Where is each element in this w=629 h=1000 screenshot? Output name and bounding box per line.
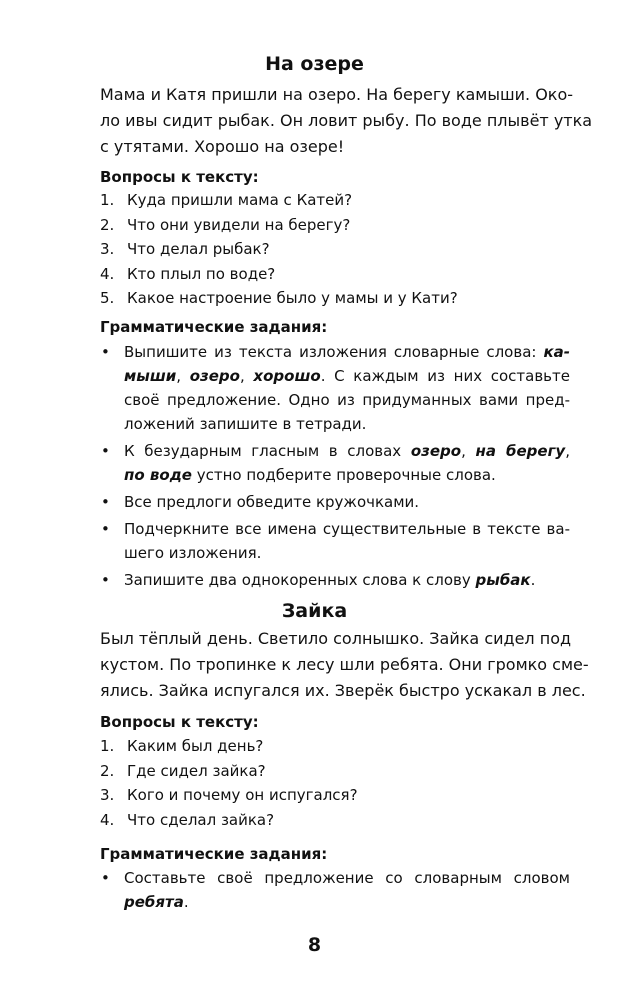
story-line: Был тёплый день. Светило солнышко. Зайка сидел под	[100, 629, 572, 648]
question-text: Что они увидели на берегу?	[127, 215, 351, 234]
task-line	[124, 364, 570, 388]
task-line: Составьте своё предложение со словарным словом	[124, 869, 570, 887]
vocab-word: ребята	[124, 893, 184, 911]
story-line: Мама и Катя пришли на озеро. На берегу камыши. Око-	[100, 85, 574, 104]
question-number: 2.	[100, 215, 115, 234]
task-line	[124, 890, 570, 914]
separator: .	[530, 571, 536, 589]
vocab-word: хорошо	[253, 367, 321, 385]
question-text: Что сделал зайка?	[127, 810, 275, 829]
task-line	[124, 568, 570, 592]
story-text-lake	[100, 82, 593, 160]
question-text: Куда пришли мама с Катей?	[127, 191, 353, 209]
vocab-word: озеро	[410, 442, 462, 460]
story-line: ялись. Зайка испугался их. Зверёк быстро ускакал в лес.	[100, 681, 586, 700]
question-number: 5.	[100, 289, 115, 307]
question-item	[100, 237, 458, 262]
question-item	[100, 759, 358, 784]
task-line	[124, 439, 570, 463]
task-item	[100, 568, 570, 592]
question-text: Каким был день?	[127, 737, 264, 755]
question-item	[100, 188, 458, 213]
task-line: Подчеркните все имена существительные в тексте ва-	[124, 520, 570, 538]
bullet-icon: •	[101, 343, 110, 361]
grammar-tasks-list	[100, 866, 570, 914]
story-line: кустом. По тропинке к лесу шли ребята. Они громко сме-	[100, 655, 589, 674]
vocab-word: озеро	[189, 367, 240, 385]
task-text: Запишите два однокоренных слова к слову	[124, 571, 476, 589]
separator: ,	[239, 367, 254, 385]
question-text: Что делал рыбак?	[127, 240, 270, 258]
story-line: с утятами. Хорошо на озере!	[100, 137, 345, 156]
separator: ,	[461, 442, 476, 460]
question-number: 1.	[100, 191, 115, 209]
question-number: 1.	[100, 737, 115, 755]
task-item	[100, 340, 570, 436]
question-text: Какое настроение было у мамы и у Кати?	[127, 289, 458, 307]
question-number: 2.	[100, 761, 115, 780]
question-item	[100, 262, 458, 287]
questions-list	[100, 188, 458, 311]
vocab-word: ка-	[543, 343, 570, 361]
questions-heading: Вопросы к тексту:	[100, 713, 259, 731]
separator: .	[183, 893, 189, 911]
question-number: 3.	[100, 240, 115, 258]
question-number: 3.	[100, 786, 115, 804]
grammar-tasks-heading: Грамматические задания:	[100, 318, 328, 336]
section-title-bunny: Зайка	[281, 600, 348, 622]
section-title-lake: На озере	[265, 53, 364, 75]
questions-heading: Вопросы к тексту:	[100, 168, 259, 186]
bullet-icon: •	[101, 442, 110, 460]
task-line: шего изложения.	[124, 544, 262, 562]
vocab-word: мыши	[124, 367, 177, 385]
question-text: Кого и почему он испугался?	[127, 786, 358, 804]
task-item	[100, 439, 570, 487]
question-number: 4.	[100, 264, 115, 283]
bullet-icon: •	[101, 493, 110, 511]
task-line: Все предлоги обведите кружочками.	[124, 493, 420, 511]
question-item	[100, 734, 358, 759]
vocab-word: рыбак	[475, 571, 531, 589]
vocab-word: по воде	[124, 466, 192, 484]
separator: ,	[176, 367, 190, 385]
grammar-tasks-heading: Грамматические задания:	[100, 845, 328, 863]
question-text: Кто плыл по воде?	[127, 264, 276, 283]
task-text: К безударным гласным в словах	[124, 442, 411, 460]
story-text-bunny	[100, 626, 589, 704]
story-line: ло ивы сидит рыбак. Он ловит рыбу. По воде плывёт утка	[100, 111, 593, 130]
question-number: 4.	[100, 810, 115, 829]
page-number: 8	[307, 934, 322, 956]
vocab-word: на берегу	[475, 442, 566, 460]
questions-list	[100, 734, 358, 832]
separator: ,	[565, 442, 570, 460]
question-text: Где сидел зайка?	[127, 761, 266, 780]
question-item	[100, 213, 458, 238]
task-line	[124, 340, 570, 364]
task-line: ложений запишите в тетради.	[124, 415, 367, 433]
grammar-tasks-list	[100, 340, 570, 592]
task-text: Выпишите из текста изложения словарные слова:	[124, 343, 544, 361]
question-item	[100, 808, 358, 833]
task-line: своё предложение. Одно из придуманных вами пред-	[124, 391, 570, 409]
bullet-icon: •	[101, 869, 110, 887]
bullet-icon: •	[101, 520, 110, 538]
question-item	[100, 286, 458, 311]
task-item	[100, 517, 570, 565]
bullet-icon: •	[101, 571, 110, 589]
task-item	[100, 866, 570, 914]
question-item	[100, 783, 358, 808]
task-text: устно подберите проверочные слова.	[191, 466, 496, 484]
task-text: . С каждым из них составьте	[320, 367, 570, 385]
task-line	[124, 463, 570, 487]
task-item	[100, 490, 570, 514]
